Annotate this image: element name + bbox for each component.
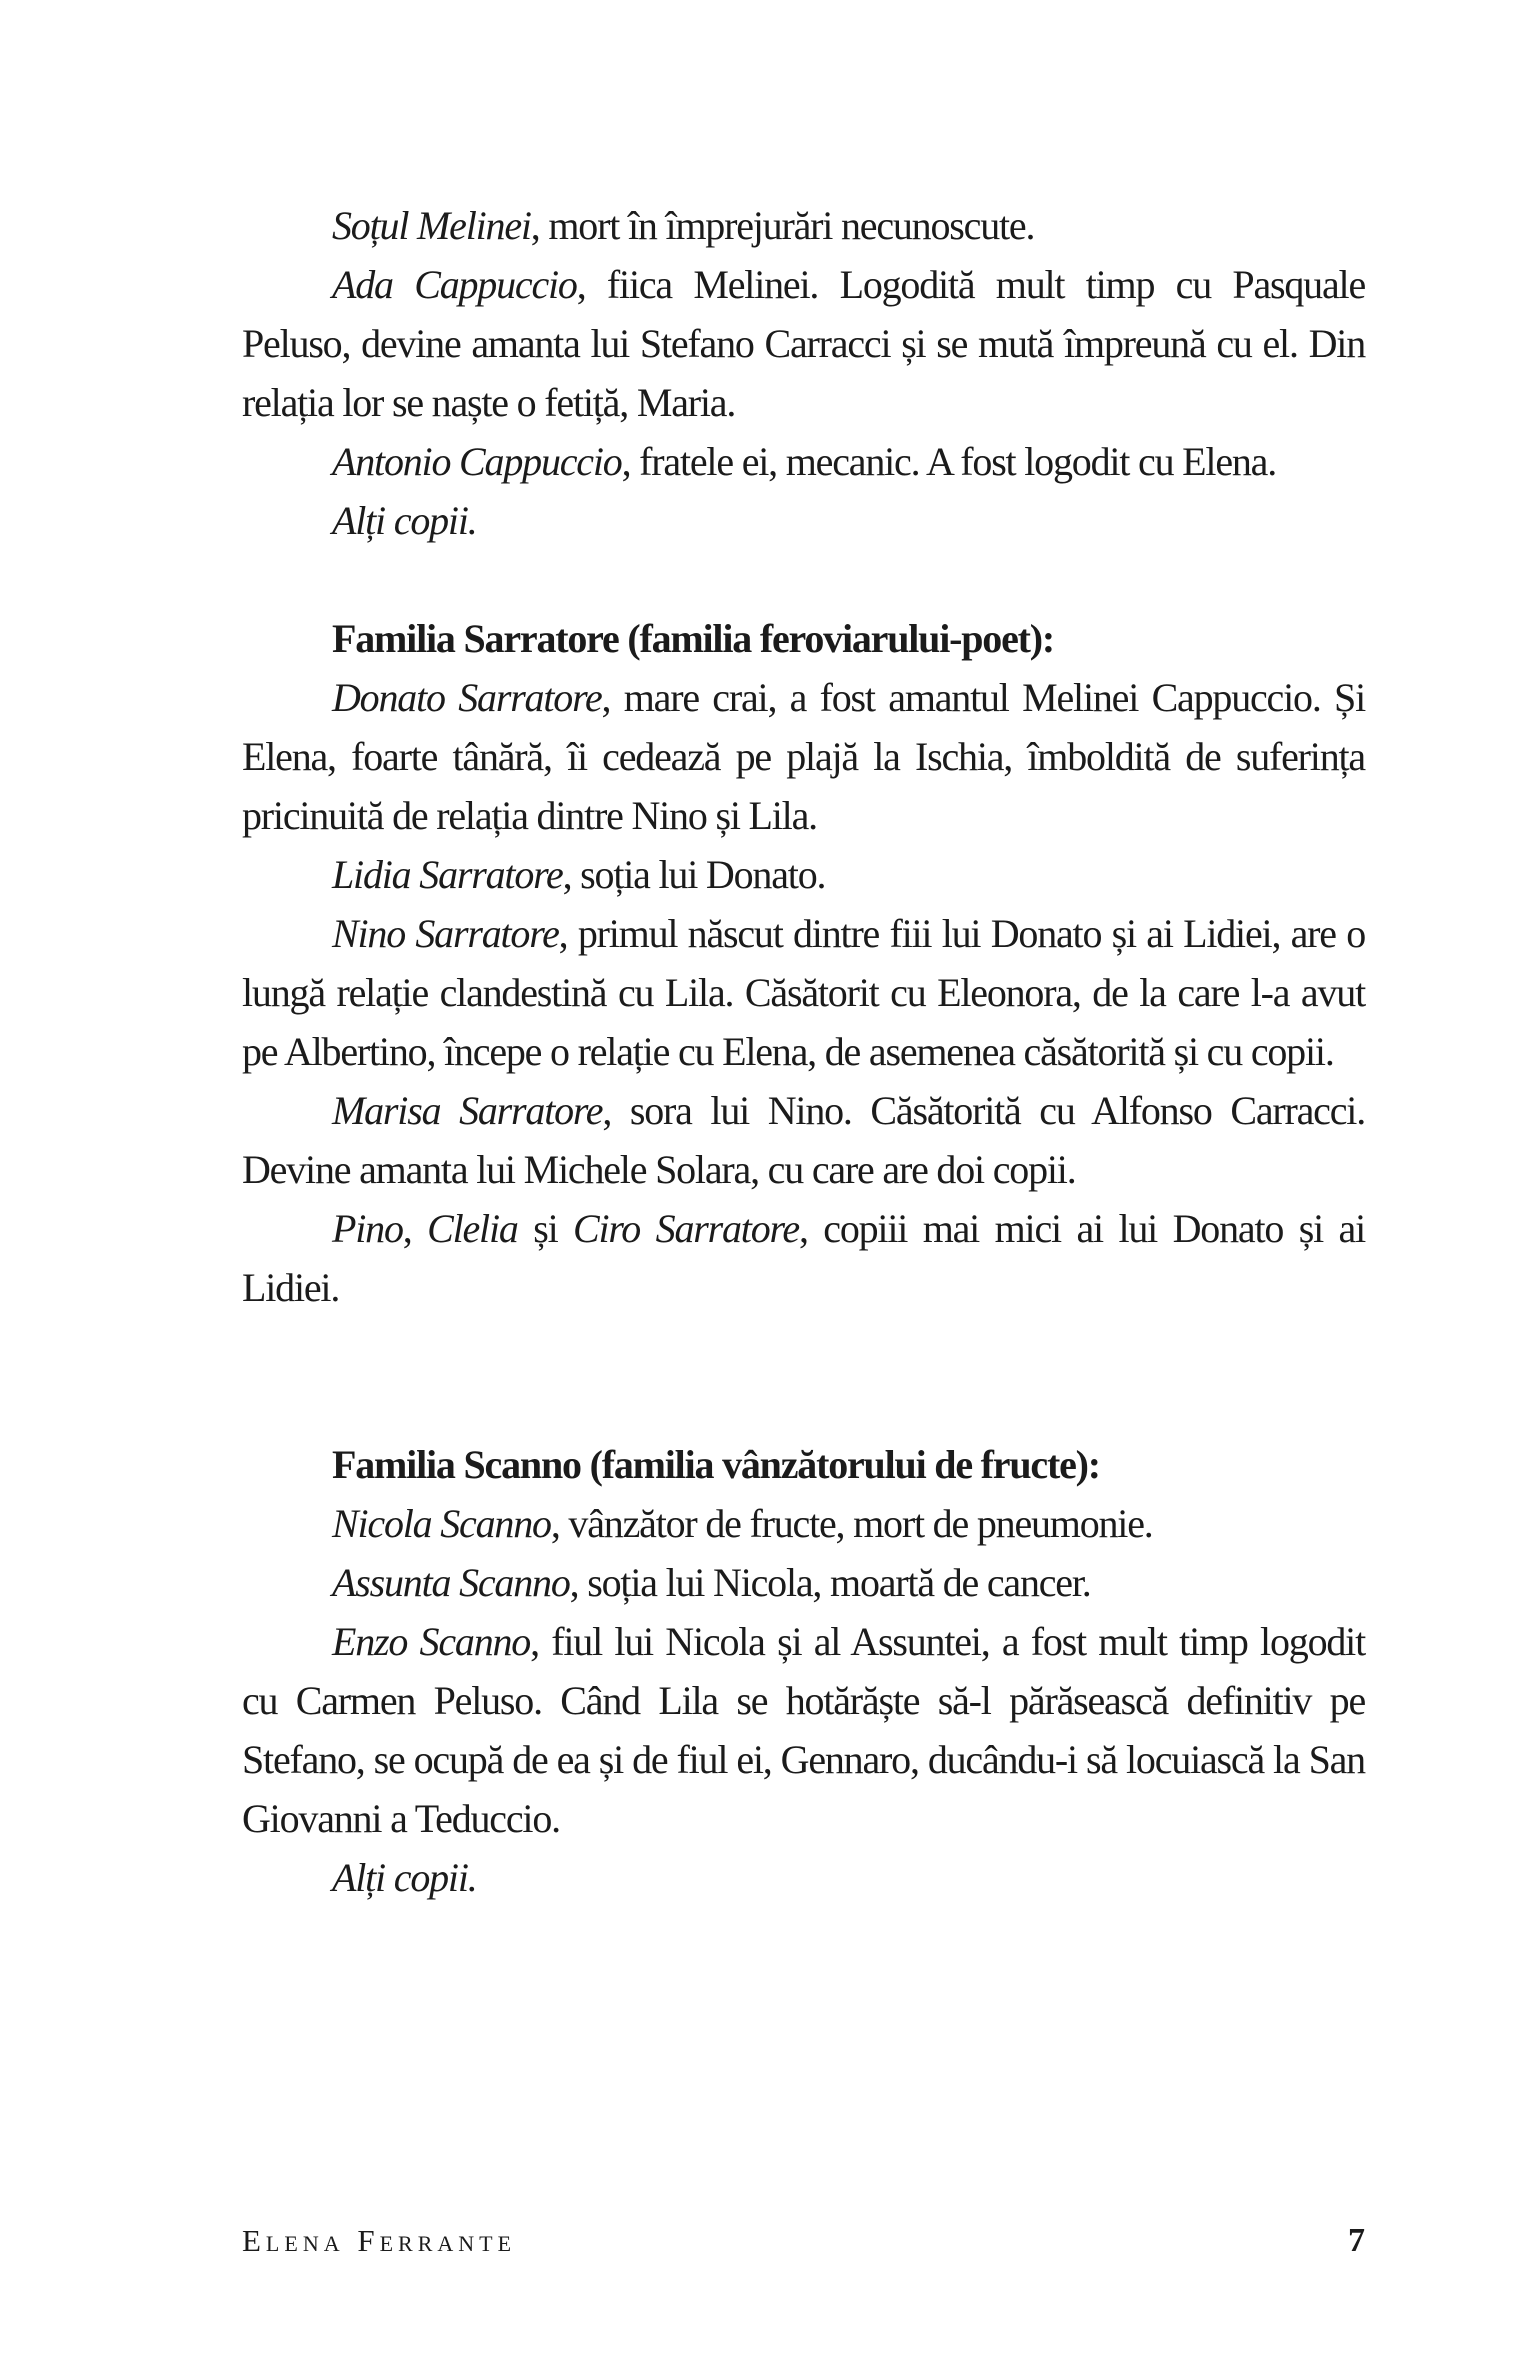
page-footer xyxy=(242,2222,1365,2260)
paragraph xyxy=(242,1081,1365,1199)
section-heading: Familia Sarratore (familia feroviarului-poet): xyxy=(332,616,1055,661)
body-text: , fiica Melinei. Logodită mult timp cu Pasquale Peluso, devine amanta lui Stefano Carracci și se mută împreună cu el. Din relația lor se naște o fetiță, Maria. xyxy=(242,262,1365,425)
character-name: Marisa Sarratore xyxy=(332,1088,603,1133)
paragraph xyxy=(242,255,1365,432)
section-0 xyxy=(242,196,1365,550)
body-text: , primul născut dintre fiii lui Donato și ai Lidiei, are o lungă relație clandestină cu Lila. Căsătorit cu Eleonora, de la care l-a avut pe Albertino, începe o relație cu Elena, de asemenea căsătorită și cu copii. xyxy=(242,911,1366,1074)
character-name: Ciro Sarratore xyxy=(573,1206,799,1251)
section-2 xyxy=(242,1435,1365,1907)
page-number: 7 xyxy=(1348,2222,1365,2259)
body-text: , xyxy=(402,1206,428,1251)
paragraph xyxy=(242,1553,1365,1612)
paragraph xyxy=(242,432,1365,491)
page-body xyxy=(242,196,1365,1907)
body-text: și xyxy=(517,1206,574,1251)
character-name: Nino Sarratore xyxy=(332,911,559,956)
paragraph xyxy=(242,1494,1365,1553)
paragraph xyxy=(242,845,1365,904)
character-name: Alți copii. xyxy=(332,498,477,543)
character-name: Alți copii. xyxy=(332,1855,477,1900)
paragraph xyxy=(242,491,1365,550)
character-name: Lidia Sarratore xyxy=(332,852,563,897)
body-text: , mare crai, a fost amantul Melinei Cappuccio. Și Elena, foarte tânără, îi cedează pe plajă la Ischia, îmboldită de suferința pricinuită de relația dintre Nino și Lila. xyxy=(242,675,1366,838)
character-name: Clelia xyxy=(427,1206,518,1251)
section-heading: Familia Scanno (familia vânzătorului de fructe): xyxy=(332,1442,1100,1487)
section-1 xyxy=(242,609,1365,1317)
body-text: , copiii mai mici ai lui Donato și ai Lidiei. xyxy=(242,1206,1365,1310)
character-name: Ada Cappuccio xyxy=(332,262,577,307)
character-name: Assunta Scanno xyxy=(332,1560,570,1605)
paragraph xyxy=(242,1199,1365,1317)
body-text: , sora lui Nino. Căsătorită cu Alfonso Carracci. Devine amanta lui Michele Solara, cu care are doi copii. xyxy=(242,1088,1365,1192)
body-text: , mort în împrejurări necunoscute. xyxy=(530,203,1035,248)
character-name: Donato Sarratore xyxy=(332,675,602,720)
body-text: , vânzător de fructe, mort de pneumonie. xyxy=(550,1501,1153,1546)
paragraph xyxy=(242,668,1365,845)
character-name: Antonio Cappuccio xyxy=(332,439,622,484)
character-name: Pino xyxy=(332,1206,403,1251)
paragraph xyxy=(242,1848,1365,1907)
paragraph xyxy=(242,1612,1365,1848)
character-name: Enzo Scanno xyxy=(332,1619,531,1664)
body-text: , fratele ei, mecanic. A fost logodit cu Elena. xyxy=(621,439,1277,484)
body-text: , fiul lui Nicola și al Assuntei, a fost mult timp logodit cu Carmen Peluso. Când Lila se hotărăște să-l părăsească definitiv pe Stefano, se ocupă de ea și de fiul ei, Gennaro, ducându-i să locuiască la San Giovanni a Teduccio. xyxy=(242,1619,1365,1841)
paragraph xyxy=(242,904,1365,1081)
character-name: Soțul Melinei xyxy=(332,203,531,248)
paragraph xyxy=(242,196,1365,255)
body-text: , soția lui Nicola, moartă de cancer. xyxy=(569,1560,1091,1605)
footer-author: Elena Ferrante xyxy=(242,2223,517,2258)
character-name: Nicola Scanno xyxy=(332,1501,551,1546)
body-text: , soția lui Donato. xyxy=(562,852,826,897)
